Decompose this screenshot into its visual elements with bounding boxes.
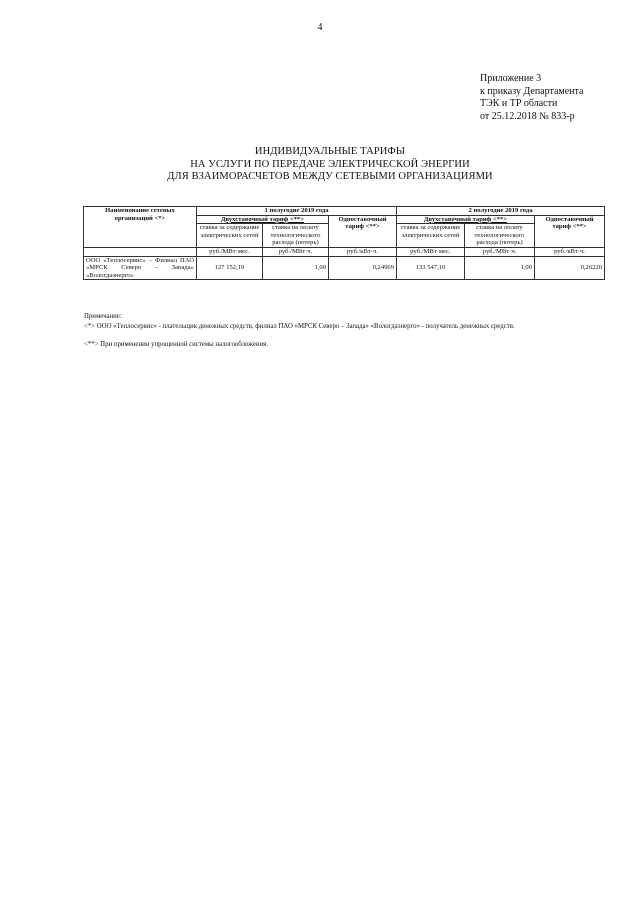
appendix-line: от 25.12.2018 № 833-р (480, 110, 575, 122)
table-header-row (84, 207, 605, 216)
page-number: 4 (317, 22, 323, 33)
note-text: <**> При применении упрощенной системы налогообложения. (84, 341, 268, 348)
title-line: ДЛЯ ВЗАИМОРАСЧЕТОВ МЕЖДУ СЕТЕВЫМИ ОРГАНИЗАЦИЯМИ (167, 171, 493, 182)
notes-heading: Примечание: (84, 313, 122, 320)
header-one-rate-h2: Одноставочный тариф <**> (535, 215, 605, 247)
header-rate-losses: ставка на оплату технологического расхода (потерь) (263, 224, 329, 248)
value-cell: 1,00 (465, 256, 535, 280)
header-two-rate-h2: Двухставочный тариф <**> (397, 215, 535, 224)
unit-cell: руб./МВт·ч. (263, 247, 329, 256)
value-cell: 127 152,19 (197, 256, 263, 280)
value-cell: 0,26220 (535, 256, 605, 280)
document-title (0, 146, 640, 184)
tariff-table (83, 206, 605, 280)
header-rate-losses: ставка на оплату технологического расхода (потерь) (465, 224, 535, 248)
units-row (84, 247, 605, 256)
header-half1: 1 полугодие 2019 года (197, 207, 397, 216)
appendix-line: Приложение 3 (480, 73, 542, 84)
table-row (84, 256, 605, 280)
appendix-line: к приказу Департамента (480, 85, 584, 97)
value-cell: 0,24969 (329, 256, 397, 280)
notes-block (84, 312, 515, 350)
units-empty-cell (84, 247, 197, 256)
value-cell: 133 547,10 (397, 256, 465, 280)
note-text: <*> ООО «Теплосервис» - плательщик денежных средств, филиал ПАО «МРСК Северо – Запада» «Вологдаэнерго» - получатель денежных средств. (84, 322, 515, 330)
unit-cell: руб./МВт·мес. (197, 247, 263, 256)
header-rate-maintenance: ставка за содержание электрических сетей (197, 224, 263, 248)
unit-cell: руб./МВт·мес. (397, 247, 465, 256)
header-one-rate-h1: Одноставочный тариф <**> (329, 215, 397, 247)
title-line: ИНДИВИДУАЛЬНЫЕ ТАРИФЫ (254, 146, 406, 157)
title-line: НА УСЛУГИ ПО ПЕРЕДАЧЕ ЭЛЕКТРИЧЕСКОЙ ЭНЕРГИИ (190, 158, 470, 170)
appendix-block (480, 73, 583, 123)
header-half2: 2 полугодие 2019 года (397, 207, 605, 216)
appendix-line: ТЭК и ТР области (480, 98, 558, 109)
header-organization: Наименование сетевых организаций <*> (84, 207, 197, 248)
organization-name: ООО «Теплосервис» – Филиал ПАО «МРСК Северо – Запада» «Вологдаэнерго» (84, 256, 197, 280)
header-two-rate-h1: Двухставочный тариф <**> (197, 215, 329, 224)
value-cell: 1,00 (263, 256, 329, 280)
header-rate-maintenance: ставка за содержание электрических сетей (397, 224, 465, 248)
unit-cell: руб./кВт·ч. (535, 247, 605, 256)
unit-cell: руб./МВт·ч. (465, 247, 535, 256)
unit-cell: руб./кВт·ч. (329, 247, 397, 256)
